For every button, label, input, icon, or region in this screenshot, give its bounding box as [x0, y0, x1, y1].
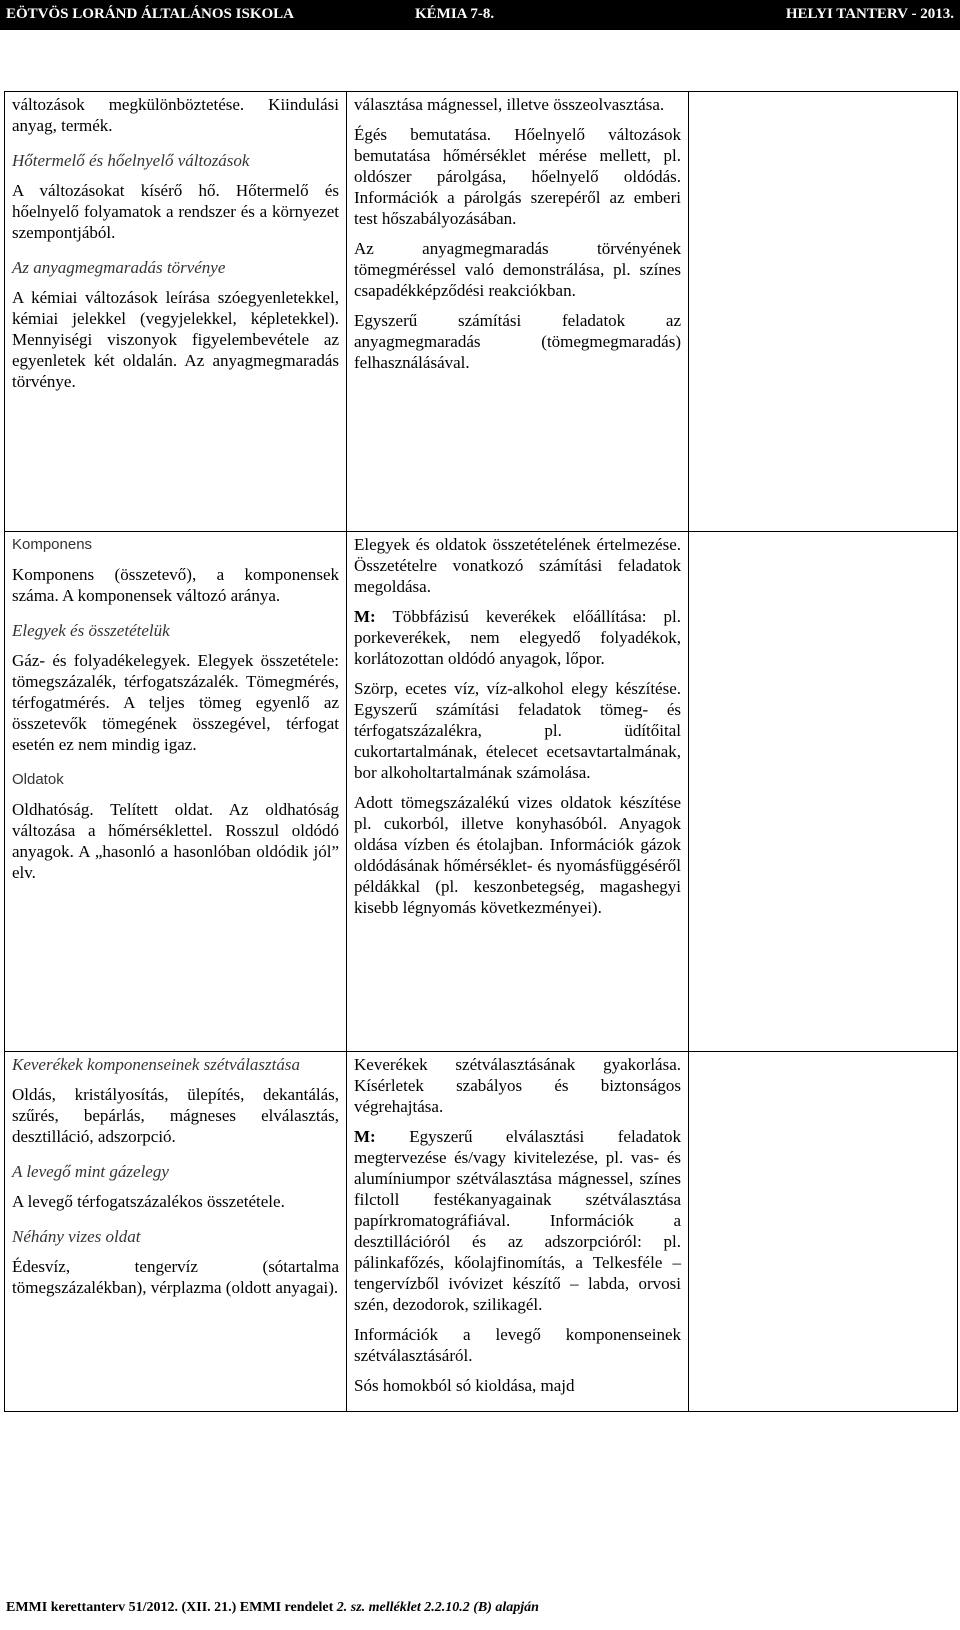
- body-paragraph: Információk a levegő komponenseinek szétválasztásáról.: [354, 1325, 681, 1365]
- table-cell-1: [5, 92, 347, 532]
- body-paragraph: választása mágnessel, illetve összeolvasztása.: [354, 95, 665, 114]
- body-paragraph: Az anyagmegmaradás törvényének tömegméréssel való demonstrálása, pl. színes csapadékképződési reakciókban.: [354, 239, 681, 300]
- table-row: [5, 92, 958, 532]
- header-curriculum: HELYI TANTERV - 2013.: [785, 6, 954, 22]
- body-paragraph: Oldhatóság. Telített oldat. Az oldhatóság változása a hőmérséklettel. Rosszul oldódó anyagok. A „hasonló a hasonlóban oldódik jól” elv.: [12, 800, 339, 882]
- activity-label: M:: [354, 607, 376, 626]
- body-paragraph: Komponens (összetevő), a komponensek száma. A komponensek változó aránya.: [12, 565, 339, 605]
- header-school-name: EÖTVÖS LORÁND ÁLTALÁNOS ISKOLA: [6, 6, 294, 22]
- body-paragraph: Sós homokból só kioldása, majd: [354, 1376, 575, 1395]
- table-cell-3: [689, 532, 958, 1052]
- body-paragraph: Gáz- és folyadékelegyek. Elegyek összetétele: tömegszázalék, térfogatszázalék. Tömegmérés, térfogatmérés. A teljes tömeg egyenlő az összetevők tömegének összegével, térfogat esetén ez nem mindig igaz.: [12, 651, 339, 754]
- activity-paragraph: [354, 1126, 681, 1315]
- section-heading: Hőtermelő és hőelnyelő változások: [12, 151, 250, 170]
- table-row: [5, 1052, 958, 1412]
- body-paragraph: Oldás, kristályosítás, ülepítés, dekantálás, szűrés, bepárlás, mágneses elválasztás, desztilláció, adszorpció.: [12, 1085, 339, 1146]
- page-header: [0, 0, 960, 30]
- table-cell-2: [347, 92, 689, 532]
- body-paragraph: Szörp, ecetes víz, víz-alkohol elegy készítése. Egyszerű számítási feladatok tömeg- és térfogatszázalékra, pl. üdítőital cukortartalmának, ételecet ecetsavtartalmának, bor alkoholtartalmának számolása.: [354, 679, 681, 782]
- section-heading: Néhány vizes oldat: [12, 1227, 141, 1246]
- body-paragraph: Keverékek szétválasztásának gyakorlása. Kísérletek szabályos és biztonságos végrehajtása.: [354, 1055, 681, 1116]
- section-heading: Elegyek és összetételük: [12, 621, 170, 640]
- section-heading: Oldatok: [12, 771, 64, 788]
- body-paragraph: Édesvíz, tengervíz (sótartalma tömegszázalékban), vérplazma (oldott anyagai).: [12, 1257, 339, 1297]
- table-cell-3: [689, 92, 958, 532]
- table-cell-2: [347, 1052, 689, 1412]
- body-paragraph: változások megkülönböztetése. Kiindulási anyag, termék.: [12, 95, 339, 135]
- body-paragraph: Egyszerű számítási feladatok az anyagmegmaradás (tömegmegmaradás) felhasználásával.: [354, 311, 681, 372]
- footer-annex: 2. sz. melléklet 2.2.10.2 (B) alapján: [336, 1600, 539, 1615]
- section-heading: Komponens: [12, 536, 93, 553]
- activity-text: Többfázisú keverékek előállítása: pl. porkeverékek, nem elegyedő folyadékok, korlátozottan oldódó anyagok, lőpor.: [354, 607, 681, 668]
- curriculum-table: [4, 91, 958, 1412]
- section-heading: Keverékek komponenseinek szétválasztása: [12, 1055, 300, 1074]
- activity-paragraph: [354, 606, 681, 669]
- activity-text: Egyszerű elválasztási feladatok megtervezése és/vagy kivitelezése, pl. vas- és alumíniumpor szétválasztása mágnessel, színes filctoll festékanyagainak szétválasztása papírkromatográfiával. Információk a desztillációról és az adszorpcióról: pl. pálinkafőzés, kőolajfinomítás, a Telkesféle – tengervízből ivóvizet készítő – labda, orvosi szén, dezodorok, szilikagél.: [354, 1127, 681, 1314]
- header-subject: KÉMIA 7-8.: [415, 6, 495, 22]
- activity-label: M:: [354, 1127, 376, 1146]
- body-paragraph: Adott tömegszázalékú vizes oldatok készítése pl. cukorból, illetve konyhasóból. Anyagok oldása vízben és étolajban. Információk gázok oldódásának hőmérséklet- és nyomásfüggéséről példákkal (pl. keszonbetegség, magashegyi kisebb légnyomás következményei).: [354, 793, 681, 917]
- table-cell-3: [689, 1052, 958, 1412]
- section-heading: Az anyagmegmaradás törvénye: [12, 258, 226, 277]
- body-paragraph: A kémiai változások leírása szóegyenletekkel, kémiai jelekkel (vegyjelekkel, képletekkel). Mennyiségi viszonyok figyelembevétele az egyenletek két oldalán. Az anyagmegmaradás törvénye.: [12, 288, 339, 391]
- body-paragraph: Elegyek és oldatok összetételének értelmezése. Összetételre vonatkozó számítási feladatok megoldása.: [354, 535, 681, 596]
- table-cell-2: [347, 532, 689, 1052]
- page-footer: [6, 1600, 539, 1616]
- footer-reference: EMMI kerettanterv 51/2012. (XII. 21.) EMMI rendelet: [6, 1600, 337, 1615]
- table-row: [5, 532, 958, 1052]
- body-paragraph: A levegő térfogatszázalékos összetétele.: [12, 1192, 285, 1211]
- body-paragraph: A változásokat kísérő hő. Hőtermelő és hőelnyelő folyamatok a rendszer és a környezet szempontjából.: [12, 181, 339, 242]
- table-cell-1: [5, 1052, 347, 1412]
- body-paragraph: Égés bemutatása. Hőelnyelő változások bemutatása hőmérséklet mérése mellett, pl. oldószer párolgása, hőelnyelő oldódás. Információk a párolgás szerepéről az emberi test hőszabályozásában.: [354, 125, 681, 228]
- table-cell-1: [5, 532, 347, 1052]
- section-heading: A levegő mint gázelegy: [12, 1162, 169, 1181]
